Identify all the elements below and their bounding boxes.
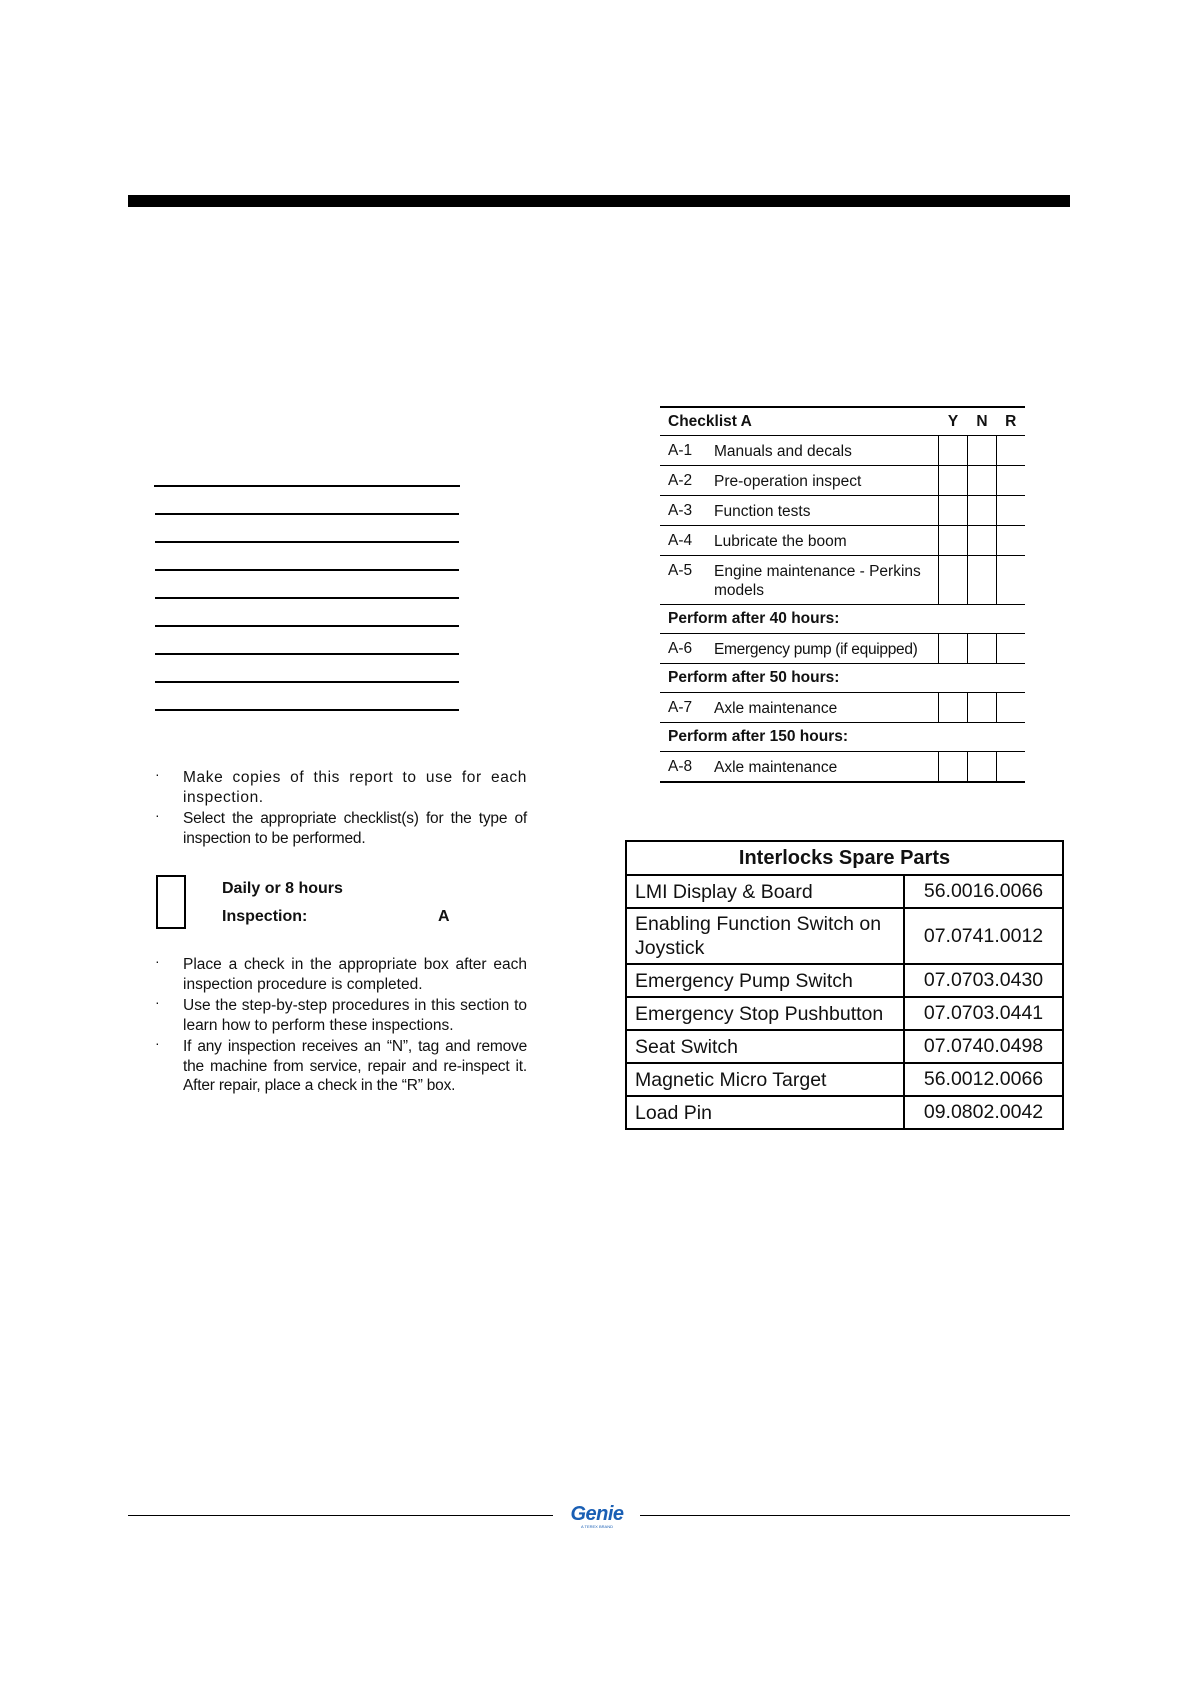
table-row: Magnetic Micro Target 56.0012.0066 bbox=[626, 1063, 1063, 1096]
check-box-n[interactable] bbox=[968, 693, 997, 723]
check-box-r[interactable] bbox=[997, 466, 1026, 496]
spare-parts-title: Interlocks Spare Parts bbox=[626, 841, 1063, 875]
checklist-header bbox=[660, 407, 1025, 436]
instructions-bottom bbox=[155, 955, 527, 1098]
check-box-y[interactable] bbox=[939, 634, 968, 664]
check-box-r[interactable] bbox=[997, 526, 1026, 556]
check-box-y[interactable] bbox=[939, 526, 968, 556]
spare-parts-table bbox=[625, 840, 1064, 1130]
check-box-n[interactable] bbox=[968, 436, 997, 466]
check-box-y[interactable] bbox=[939, 496, 968, 526]
blank-line[interactable] bbox=[154, 485, 460, 487]
table-row: Enabling Function Switch on Joystick 07.0741.0012 bbox=[626, 908, 1063, 964]
table-row: Load Pin 09.0802.0042 bbox=[626, 1096, 1063, 1129]
check-box-y[interactable] bbox=[939, 466, 968, 496]
blank-line[interactable] bbox=[155, 625, 459, 627]
instruction-item: · Make copies of this report to use for each inspection. bbox=[155, 766, 527, 806]
checklist-row: A-3 Function tests bbox=[660, 496, 1025, 526]
inspection-label: Inspection: bbox=[222, 908, 308, 925]
logo-wordmark: Genie bbox=[570, 1503, 624, 1525]
checklist-row: A-4 Lubricate the boom bbox=[660, 526, 1025, 556]
blank-line[interactable] bbox=[155, 569, 459, 571]
checklist-row: A-8 Axle maintenance bbox=[660, 752, 1025, 783]
checklist-a-table bbox=[660, 406, 1025, 783]
checklist-row: A-2 Pre-operation inspect bbox=[660, 466, 1025, 496]
check-box-y[interactable] bbox=[939, 436, 968, 466]
table-row: Seat Switch 07.0740.0498 bbox=[626, 1030, 1063, 1063]
check-box-n[interactable] bbox=[968, 496, 997, 526]
header-rule bbox=[128, 195, 1070, 207]
footer-rule-right bbox=[640, 1515, 1070, 1516]
table-row: Emergency Pump Switch 07.0703.0430 bbox=[626, 964, 1063, 997]
col-r: R bbox=[997, 407, 1026, 436]
check-box-n[interactable] bbox=[968, 556, 997, 605]
blank-line[interactable] bbox=[155, 513, 459, 515]
blank-lines bbox=[155, 485, 459, 737]
checklist-row: A-6 Emergency pump (if equipped) bbox=[660, 634, 1025, 664]
check-box-r[interactable] bbox=[997, 693, 1026, 723]
inspection-checkbox[interactable] bbox=[156, 875, 186, 929]
check-box-r[interactable] bbox=[997, 556, 1026, 605]
inspection-frequency: Daily or 8 hours bbox=[222, 880, 343, 897]
checklist-row: A-7 Axle maintenance bbox=[660, 693, 1025, 723]
blank-line[interactable] bbox=[155, 709, 459, 711]
check-box-n[interactable] bbox=[968, 634, 997, 664]
section-40-hours: Perform after 40 hours: bbox=[660, 605, 1025, 634]
check-box-r[interactable] bbox=[997, 496, 1026, 526]
check-box-y[interactable] bbox=[939, 752, 968, 783]
instruction-item: · Use the step-by-step procedures in this section to learn how to perform these inspections. bbox=[155, 994, 527, 1034]
check-box-n[interactable] bbox=[968, 466, 997, 496]
check-box-y[interactable] bbox=[939, 693, 968, 723]
check-box-r[interactable] bbox=[997, 436, 1026, 466]
section-50-hours: Perform after 50 hours: bbox=[660, 664, 1025, 693]
checklist-row: A-1 Manuals and decals bbox=[660, 436, 1025, 466]
check-box-n[interactable] bbox=[968, 526, 997, 556]
col-n: N bbox=[968, 407, 997, 436]
table-row: LMI Display & Board 56.0016.0066 bbox=[626, 875, 1063, 908]
instruction-item: · Select the appropriate checklist(s) for the type of inspection to be performed. bbox=[155, 807, 527, 847]
instructions-top bbox=[155, 768, 527, 850]
instruction-item: · If any inspection receives an “N”, tag and remove the machine from service, repair and re-inspect it. After repair, place a check in the “R” box. bbox=[155, 1035, 527, 1094]
check-box-y[interactable] bbox=[939, 556, 968, 605]
checklist-row: A-5 Engine maintenance - Perkins models bbox=[660, 556, 1025, 605]
blank-line[interactable] bbox=[155, 541, 459, 543]
check-box-r[interactable] bbox=[997, 634, 1026, 664]
check-box-n[interactable] bbox=[968, 752, 997, 783]
section-150-hours: Perform after 150 hours: bbox=[660, 723, 1025, 752]
blank-line[interactable] bbox=[155, 597, 459, 599]
check-box-r[interactable] bbox=[997, 752, 1026, 783]
logo-tagline: A TEREX BRAND bbox=[581, 1524, 613, 1529]
checklist-title: Checklist A bbox=[660, 407, 939, 436]
col-y: Y bbox=[939, 407, 968, 436]
genie-logo bbox=[566, 1504, 628, 1529]
blank-line[interactable] bbox=[155, 653, 459, 655]
table-row: Emergency Stop Pushbutton 07.0703.0441 bbox=[626, 997, 1063, 1030]
inspection-letter: A bbox=[438, 908, 450, 925]
instruction-item: · Place a check in the appropriate box after each inspection procedure is completed. bbox=[155, 953, 527, 993]
blank-line[interactable] bbox=[155, 681, 459, 683]
footer-rule-left bbox=[128, 1515, 553, 1516]
spare-parts-header bbox=[626, 841, 1063, 875]
